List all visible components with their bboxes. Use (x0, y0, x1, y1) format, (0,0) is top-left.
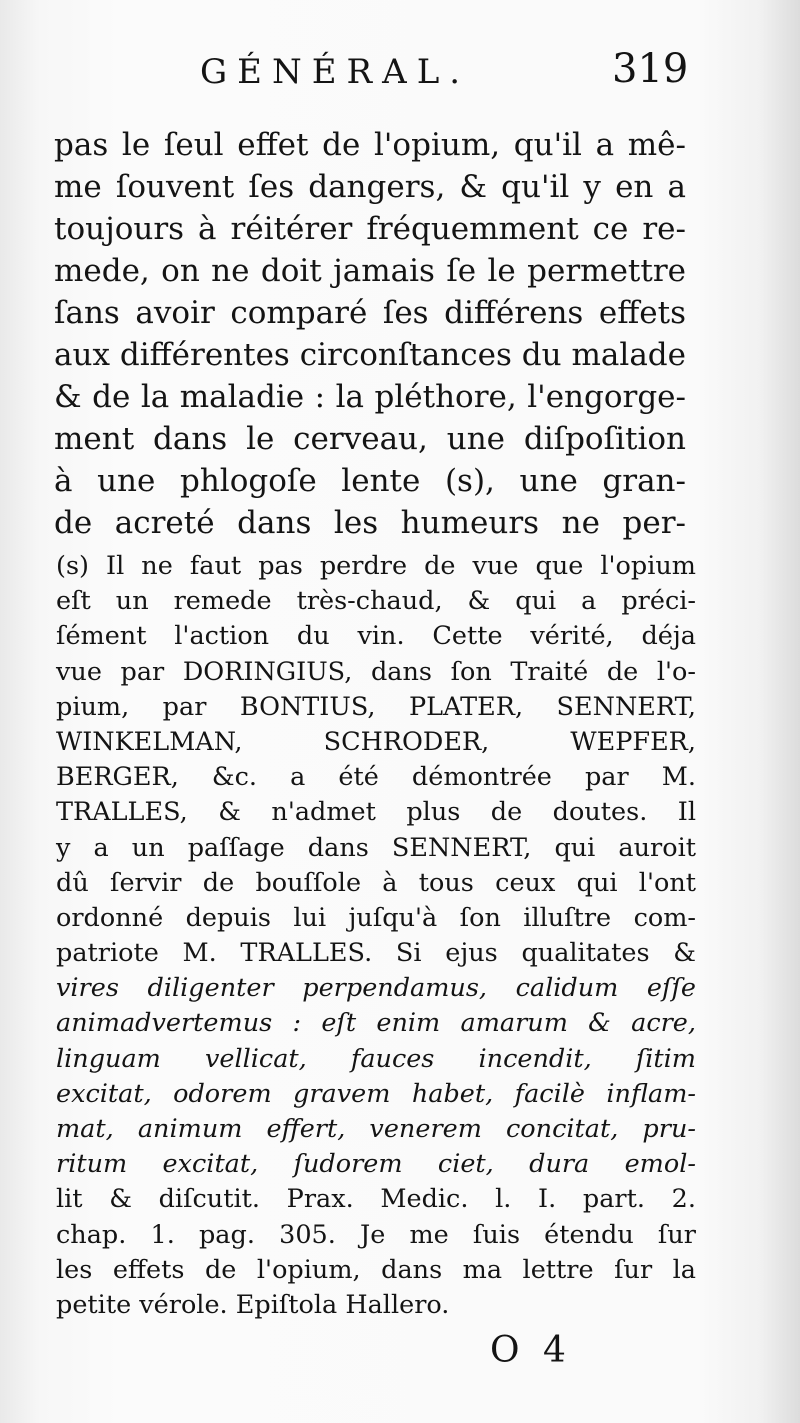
text-line: me ſouvent ſes dangers, & qu'il y en a (54, 169, 686, 205)
text-line: toujours à réitérer fréquemment ce re- (54, 211, 686, 247)
text-line: aux différentes circonſtances du malade (54, 337, 686, 373)
page-number: 319 (612, 46, 689, 92)
footnote-line: TRALLES, & n'admet plus de doutes. Il (56, 797, 696, 828)
footnote-line: petite vérole. Epiſtola Hallero. (56, 1289, 450, 1320)
footnote-line: (s) Il ne faut pas perdre de vue que l'opium (56, 551, 696, 581)
footnote-line: dû ſervir de bouſſole à tous ceux qui l'ont (56, 867, 696, 898)
footnote-line-latin: animadvertemus : eſt enim amarum & acre, (56, 1008, 696, 1039)
text-line: & de la maladie : la pléthore, l'engorge- (54, 379, 686, 415)
footnote-line: lit & diſcutit. Prax. Medic. l. I. part. 2. (56, 1184, 696, 1215)
footnote-line: pium, par BONTIUS, PLATER, SENNERT, (56, 691, 696, 722)
text-line: ſans avoir comparé ſes différens effets (54, 295, 686, 331)
text-line: de acreté dans les humeurs ne per- (54, 505, 686, 541)
footnote-line-latin: vires diligenter perpendamus, calidum eſſe (56, 973, 696, 1004)
footnote-line: ordonné depuis lui juſqu'à ſon illuſtre com- (56, 902, 696, 933)
footnote-line: les effets de l'opium, dans ma lettre ſur la (56, 1254, 696, 1285)
footnote-line: WINKELMAN, SCHRODER, WEPFER, (56, 726, 696, 757)
main-text (54, 124, 686, 544)
footnote-line-latin: ritum excitat, ſudorem ciet, dura emol- (56, 1149, 696, 1180)
text-line: à une phlogoſe lente (s), une gran- (54, 463, 686, 499)
footnote-line: eſt un remede très-chaud, & qui a préci- (56, 586, 696, 617)
text-line: pas le ſeul effet de l'opium, qu'il a mê- (54, 127, 686, 163)
text-line: mede, on ne doit jamais ſe le permettre (54, 253, 686, 289)
footnote-line-latin: mat, animum effert, venerem concitat, pru- (56, 1114, 696, 1144)
footnote-line: chap. 1. pag. 305. Je me ſuis étendu ſur (56, 1219, 696, 1250)
footnote-line: vue par DORINGIUS, dans ſon Traité de l'o- (56, 656, 696, 687)
signature-mark: O 4 (490, 1330, 572, 1371)
footnote-line-latin: excitat, odorem gravem habet, facilè inflam- (56, 1078, 696, 1109)
text-line: ment dans le cerveau, une diſpoſition (54, 421, 686, 457)
footnote-line-latin: linguam vellicat, fauces incendit, ſitim (56, 1043, 696, 1074)
running-head: GÉNÉRAL. (200, 52, 471, 92)
footnote (56, 549, 696, 1323)
footnote-line: patriote M. TRALLES. Si ejus qualitates & (56, 938, 696, 969)
page-header (0, 44, 800, 104)
footnote-line: ſément l'action du vin. Cette vérité, déja (56, 621, 696, 652)
footnote-line: BERGER, &c. a été démontrée par M. (56, 762, 696, 793)
footnote-line: y a un paſſage dans SENNERT, qui auroit (56, 832, 696, 863)
